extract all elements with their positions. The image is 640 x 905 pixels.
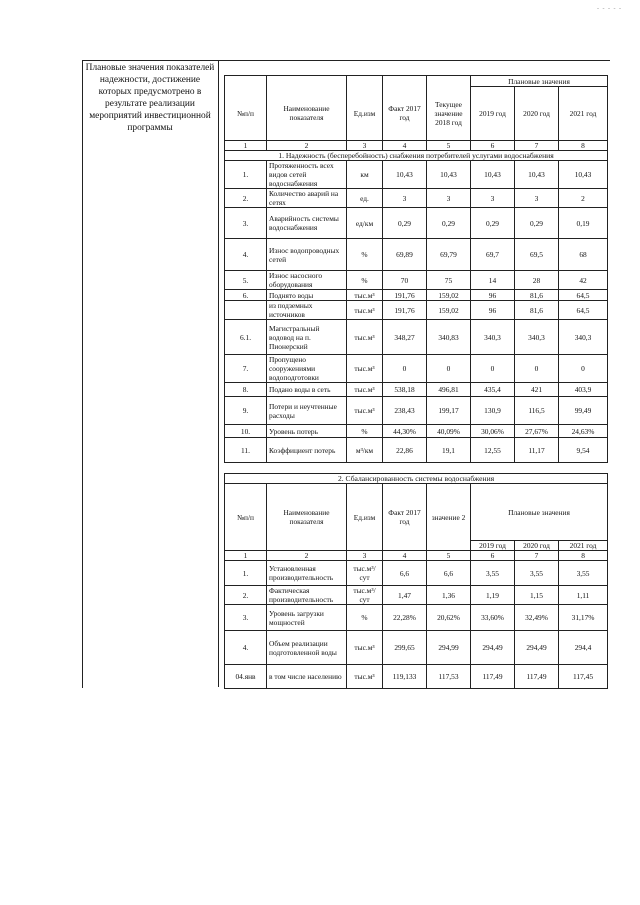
column-number: 8 <box>559 551 608 561</box>
row-number: 1. <box>225 161 267 189</box>
indicator-name: Магистральный водовод на п. Пионерский <box>267 320 347 355</box>
value-cell: 32,49% <box>515 605 559 631</box>
value-cell: 10,43 <box>471 161 515 189</box>
value-cell: 12,55 <box>471 438 515 463</box>
header-cell: Наименование показателя <box>267 484 347 551</box>
row-number: 2. <box>225 586 267 605</box>
value-cell: 0,29 <box>515 208 559 239</box>
value-cell: 0,29 <box>471 208 515 239</box>
value-cell: 294,4 <box>559 631 608 665</box>
unit-cell: км <box>347 161 383 189</box>
value-cell: 421 <box>515 383 559 397</box>
value-cell: 403,9 <box>559 383 608 397</box>
indicator-name: Установленная производительность <box>267 561 347 586</box>
value-cell: 340,3 <box>559 320 608 355</box>
value-cell: 119,133 <box>383 665 427 689</box>
indicator-name: Аварийность системы водоснабжения <box>267 208 347 239</box>
value-cell: 538,18 <box>383 383 427 397</box>
value-cell: 159,02 <box>427 290 471 301</box>
value-cell: 1,15 <box>515 586 559 605</box>
value-cell: 19,1 <box>427 438 471 463</box>
value-cell: 3 <box>427 189 471 208</box>
value-cell: 96 <box>471 301 515 320</box>
value-cell: 496,81 <box>427 383 471 397</box>
row-number: 3. <box>225 605 267 631</box>
table-row <box>225 397 608 425</box>
value-cell: 2 <box>559 189 608 208</box>
unit-cell: тыс.м³ <box>347 290 383 301</box>
table-row <box>225 355 608 383</box>
indicator-name: Уровень потерь <box>267 425 347 438</box>
year-header: 2021 год <box>559 541 608 551</box>
value-cell: 70 <box>383 271 427 290</box>
value-cell: 191,76 <box>383 290 427 301</box>
unit-cell: % <box>347 271 383 290</box>
value-cell: 14 <box>471 271 515 290</box>
blank-cell <box>427 76 471 87</box>
value-cell: 3 <box>515 189 559 208</box>
row-number: 6.1. <box>225 320 267 355</box>
reliability-table <box>224 75 608 463</box>
balance-rows <box>225 561 608 689</box>
header-cell: 2019 год <box>471 87 515 141</box>
value-cell: 9,54 <box>559 438 608 463</box>
value-cell: 27,67% <box>515 425 559 438</box>
value-cell: 10,43 <box>383 161 427 189</box>
value-cell: 22,86 <box>383 438 427 463</box>
header-cell: №п/п <box>225 484 267 551</box>
value-cell: 3,55 <box>515 561 559 586</box>
value-cell: 1,47 <box>383 586 427 605</box>
indicator-name: Подано воды в сеть <box>267 383 347 397</box>
value-cell: 1,36 <box>427 586 471 605</box>
value-cell: 31,17% <box>559 605 608 631</box>
value-cell: 0,29 <box>427 208 471 239</box>
row-number: 4. <box>225 239 267 271</box>
table-row <box>225 425 608 438</box>
indicator-name: Износ насосного оборудования <box>267 271 347 290</box>
header-cell: 2020 год <box>515 87 559 141</box>
value-cell: 99,49 <box>559 397 608 425</box>
table-row <box>225 301 608 320</box>
unit-cell: % <box>347 605 383 631</box>
unit-cell: тыс.м³ <box>347 383 383 397</box>
year-header: 2019 год <box>471 541 515 551</box>
value-cell: 6,6 <box>427 561 471 586</box>
value-cell: 3 <box>471 189 515 208</box>
indicator-name: Уровень загрузки мощностей <box>267 605 347 631</box>
column-number: 3 <box>347 551 383 561</box>
row-number: 2. <box>225 189 267 208</box>
table-row <box>225 239 608 271</box>
column-number: 6 <box>471 551 515 561</box>
row-number: 4. <box>225 631 267 665</box>
row-number: 5. <box>225 271 267 290</box>
table-row <box>225 271 608 290</box>
unit-cell: ед. <box>347 189 383 208</box>
value-cell: 117,45 <box>559 665 608 689</box>
blank-cell <box>225 76 267 87</box>
indicator-name: в том числе населению <box>267 665 347 689</box>
blank-cell <box>267 76 347 87</box>
row-number: 11. <box>225 438 267 463</box>
section-title: 2. Сбалансированность системы водоснабжения <box>225 474 608 484</box>
value-cell: 44,30% <box>383 425 427 438</box>
value-cell: 64,5 <box>559 301 608 320</box>
unit-cell: тыс.м³ <box>347 320 383 355</box>
value-cell: 81,6 <box>515 290 559 301</box>
unit-cell: тыс.м³ <box>347 355 383 383</box>
value-cell: 69,79 <box>427 239 471 271</box>
indicator-name: Количество аварий на сетях <box>267 189 347 208</box>
table-row <box>225 438 608 463</box>
column-number: 7 <box>515 141 559 151</box>
value-cell: 0 <box>471 355 515 383</box>
value-cell: 116,5 <box>515 397 559 425</box>
header-cell: Ед.изм <box>347 484 383 551</box>
value-cell: 11,17 <box>515 438 559 463</box>
value-cell: 6,6 <box>383 561 427 586</box>
indicator-name: Объем реализации подготовленной воды <box>267 631 347 665</box>
row-number: 3. <box>225 208 267 239</box>
header-cell: №п/п <box>225 87 267 141</box>
value-cell: 3,55 <box>471 561 515 586</box>
value-cell: 0,19 <box>559 208 608 239</box>
header-cell: Факт 2017 год <box>383 484 427 551</box>
value-cell: 81,6 <box>515 301 559 320</box>
unit-cell: тыс.м³ <box>347 665 383 689</box>
column-number: 4 <box>383 141 427 151</box>
table-row <box>225 320 608 355</box>
value-cell: 20,62% <box>427 605 471 631</box>
header-cell: Факт 2017 год <box>383 87 427 141</box>
value-cell: 3 <box>383 189 427 208</box>
indicator-name: Потери и неучтенные расходы <box>267 397 347 425</box>
value-cell: 435,4 <box>471 383 515 397</box>
unit-cell: ед/км <box>347 208 383 239</box>
value-cell: 24,63% <box>559 425 608 438</box>
table-row <box>225 290 608 301</box>
value-cell: 10,43 <box>427 161 471 189</box>
balance-table <box>224 473 608 689</box>
value-cell: 69,5 <box>515 239 559 271</box>
table-row <box>225 561 608 586</box>
column-number: 1 <box>225 141 267 151</box>
value-cell: 10,43 <box>559 161 608 189</box>
value-cell: 1,11 <box>559 586 608 605</box>
value-cell: 340,3 <box>471 320 515 355</box>
value-cell: 22,28% <box>383 605 427 631</box>
unit-cell: тыс.м³/сут <box>347 561 383 586</box>
value-cell: 117,49 <box>471 665 515 689</box>
table-row <box>225 208 608 239</box>
column-number: 8 <box>559 141 608 151</box>
value-cell: 64,5 <box>559 290 608 301</box>
value-cell: 69,89 <box>383 239 427 271</box>
unit-cell: % <box>347 239 383 271</box>
left-caption: Плановые значения показателей надежности, достижение которых предусмотрено в результате реализации мероприятий инвестиционной программы <box>85 63 215 133</box>
header-cell: Наименование показателя <box>267 87 347 141</box>
value-cell: 3,55 <box>559 561 608 586</box>
value-cell: 0 <box>559 355 608 383</box>
row-number: 04.янв <box>225 665 267 689</box>
column-number: 7 <box>515 551 559 561</box>
table-row <box>225 383 608 397</box>
value-cell: 33,60% <box>471 605 515 631</box>
indicator-name: Коэффициент потерь <box>267 438 347 463</box>
column-number: 5 <box>427 141 471 151</box>
value-cell: 75 <box>427 271 471 290</box>
header-cell: Ед.изм <box>347 87 383 141</box>
row-number: 6. <box>225 290 267 301</box>
value-cell: 159,02 <box>427 301 471 320</box>
unit-cell: тыс.м³ <box>347 301 383 320</box>
year-header: 2020 год <box>515 541 559 551</box>
value-cell: 191,76 <box>383 301 427 320</box>
column-number: 5 <box>427 551 471 561</box>
value-cell: 10,43 <box>515 161 559 189</box>
row-number: 9. <box>225 397 267 425</box>
value-cell: 28 <box>515 271 559 290</box>
value-cell: 1,19 <box>471 586 515 605</box>
value-cell: 294,49 <box>515 631 559 665</box>
column-number: 3 <box>347 141 383 151</box>
table-row <box>225 665 608 689</box>
table-row <box>225 586 608 605</box>
table-row <box>225 631 608 665</box>
unit-cell: % <box>347 425 383 438</box>
row-number: 8. <box>225 383 267 397</box>
value-cell: 348,27 <box>383 320 427 355</box>
value-cell: 238,43 <box>383 397 427 425</box>
reliability-rows <box>225 161 608 463</box>
value-cell: 0 <box>383 355 427 383</box>
unit-cell: м³/км <box>347 438 383 463</box>
table-row <box>225 161 608 189</box>
value-cell: 40,09% <box>427 425 471 438</box>
corner-mark: - - - - - <box>597 6 622 12</box>
header-cell: Текущее значение 2018 год <box>427 87 471 141</box>
indicator-name: Фактическая производительность <box>267 586 347 605</box>
indicator-name: Износ водопроводных сетей <box>267 239 347 271</box>
value-cell: 299,65 <box>383 631 427 665</box>
table-row <box>225 189 608 208</box>
indicator-name: Пропущено сооружениями водоподготовки <box>267 355 347 383</box>
value-cell: 117,49 <box>515 665 559 689</box>
unit-cell: тыс.м³ <box>347 397 383 425</box>
planned-values-header: Плановые значения <box>471 76 608 87</box>
row-number: 10. <box>225 425 267 438</box>
row-number: 1. <box>225 561 267 586</box>
planned-values-header: Плановые значения <box>471 484 608 541</box>
column-number: 6 <box>471 141 515 151</box>
header-cell: значение 2 <box>427 484 471 551</box>
value-cell: 68 <box>559 239 608 271</box>
value-cell: 294,49 <box>471 631 515 665</box>
table-row <box>225 605 608 631</box>
value-cell: 0 <box>427 355 471 383</box>
value-cell: 340,83 <box>427 320 471 355</box>
column-number: 1 <box>225 551 267 561</box>
column-number: 4 <box>383 551 427 561</box>
header-cell: 2021 год <box>559 87 608 141</box>
column-divider <box>218 60 219 687</box>
blank-cell <box>383 76 427 87</box>
value-cell: 30,06% <box>471 425 515 438</box>
value-cell: 117,53 <box>427 665 471 689</box>
row-number <box>225 301 267 320</box>
value-cell: 340,3 <box>515 320 559 355</box>
unit-cell: тыс.м³/сут <box>347 586 383 605</box>
value-cell: 199,17 <box>427 397 471 425</box>
unit-cell: тыс.м³ <box>347 631 383 665</box>
section-title: 1. Надежность (бесперебойность) снабжения потребителей услугами водоснабжения <box>225 151 608 161</box>
value-cell: 0 <box>515 355 559 383</box>
row-number: 7. <box>225 355 267 383</box>
value-cell: 42 <box>559 271 608 290</box>
column-number: 2 <box>267 551 347 561</box>
value-cell: 96 <box>471 290 515 301</box>
value-cell: 0,29 <box>383 208 427 239</box>
value-cell: 69,7 <box>471 239 515 271</box>
indicator-name: из подземных источников <box>267 301 347 320</box>
value-cell: 294,99 <box>427 631 471 665</box>
column-number: 2 <box>267 141 347 151</box>
indicator-name: Поднято воды <box>267 290 347 301</box>
indicator-name: Протяженность всех видов сетей водоснабжения <box>267 161 347 189</box>
blank-cell <box>347 76 383 87</box>
value-cell: 130,9 <box>471 397 515 425</box>
